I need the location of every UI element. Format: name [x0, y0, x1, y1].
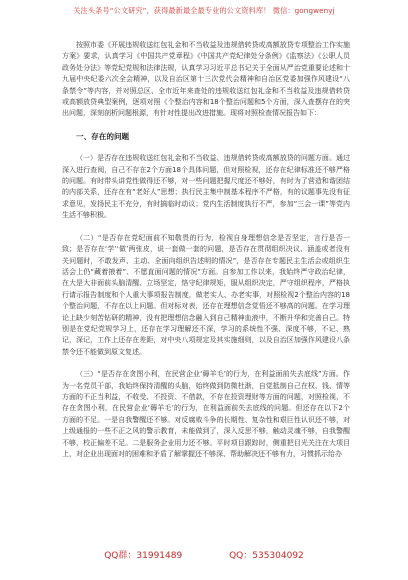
spacer	[62, 142, 350, 153]
contact-footer	[0, 548, 408, 570]
intro-paragraph: 按照市委《开展违规收送红包礼金和不当收益及违规借转贷或高额放贷专项整治工作实施方案》要求，认真学习《中国共产党章程》《中国共产党纪律处分条例》《监察法》《公职人员政务处分法》等党纪党规和法律法规，认真学习习近平总书记关于全面从严治党重要论述和十九届中央纪委六次全会精神，以及自治区第十三次党代会精神和自治区党委加强作风建设“八条禁令”等内容，并对照总区、全市近年来查处的违规收送红包礼金和不当收益及违规借转贷或高额放贷典型案例，逐项对照《个整治内容和18个整治问题和5个方面，深入查摆存在的突出问题，深刻剖析问题根源，有针对性提出改进措施。现将对照检查情况报告如下：	[62, 41, 350, 118]
qq-contact-2: QQ：535304092	[229, 551, 304, 561]
paragraph-2: （二）“是否存在党纪面前不知敬畏的行为，检视自身理想信念是否坚定，言行是否一致；是否存在‘学’‘做’两张皮，说一套做一套的问题，是否存在贯彻组织决议、涵盖或者没有关问题时，不敢发声、主动、全面向组织告述明的情况”，是否存在专题民主生活会或组织生活会上仍“藏着掖着”、不愿直面问题的情况”方面。自参加工作以来，我始终严守政治纪律，在大是大非面前头脑清醒、立场坚定，恪守纪律规矩，服从组织决定，严守组织程序，严格执行请示报告制度和个人重大事项报告制度，做老实人、办老实事，对照检视2个整治内容的18个整治问题，不存在以上问题。但对标对表，还存在理想信念觉悟还不够高的问题。在学习理论上缺少刻苦钻研的精神，没有把理想信念融入到自己精神血液中，不断升华和完善自己。特别是在党纪党规学习上，还存在学习理解还不深，学习的系统性不强、深度不够，不记、熟记，深记，工作上还存在差距，对中央八项规定及其实施细则，以及自治区加强作风建设八条禁令还不能做到原文复述。	[62, 233, 350, 356]
qq-contact-1: QQ群：31991489	[104, 551, 183, 561]
section-heading: 一、存在的问题	[76, 131, 130, 141]
paragraph-3: （三）“是否存在贪图小利，在民营企业‘薅羊毛’的行为，在利益面前失去底线”方面。作为一名党员干部，我始终保持清醒的头脑，始终做到防微杜渐，自觉抵制自己在权、钱、情等方面的不正当利益，不收受、不投资、不借款，不存在投资理财等方面的问题，对照检视，不存在贪图小利，在民营企业‘薅羊毛’的行为，在利益面前失去底线的问题。但还存在以下2个方面的不足。一是自我警醒还不够。对反腐败斗争的长期性、复杂性和艰巨性认识还不够，对上级通报的一些不正之风的警示教育，未能做到了，深入反思不够，触动灵魂不够，自我警醒不够，校正偏差不足。二是服务企业用力还不够。平时项目跟踪时，侧重把目光关注在大项目上，对企业出现面对的困难和矛盾了解掌握还不够深、帮助解决还不够有力，习惯抓示给办	[62, 370, 350, 458]
spacer	[62, 222, 350, 233]
spacer	[62, 120, 350, 131]
document-body	[62, 40, 350, 460]
spacer	[62, 358, 350, 369]
header-banner: 关注头条号“公文研究”，获得最新最全最专业的公文资料库！ 微信：gongwenyj	[73, 6, 335, 15]
paragraph-1: （一）是否存在违规收送红包礼金和不当收益、违规借转贷或高额放贷的问题方面。通过深入进行查阅，自己不存在2个方面18个具体问题，但对照检视，还存在纪律标准还不够严格的问题。有时带头讲党性做得还不够，对一些问题把握尺度还不够好，有时为了营造和谐团结的内部关系，还存在有“老好人”思想；执行民主集中制基本程序不严格，有的议题事先没有征求意见，发扬民主不充分，有时搞临时动议；党内生活制度执行不严，参加“三会一课”等党内生活不够积极。	[62, 154, 350, 220]
